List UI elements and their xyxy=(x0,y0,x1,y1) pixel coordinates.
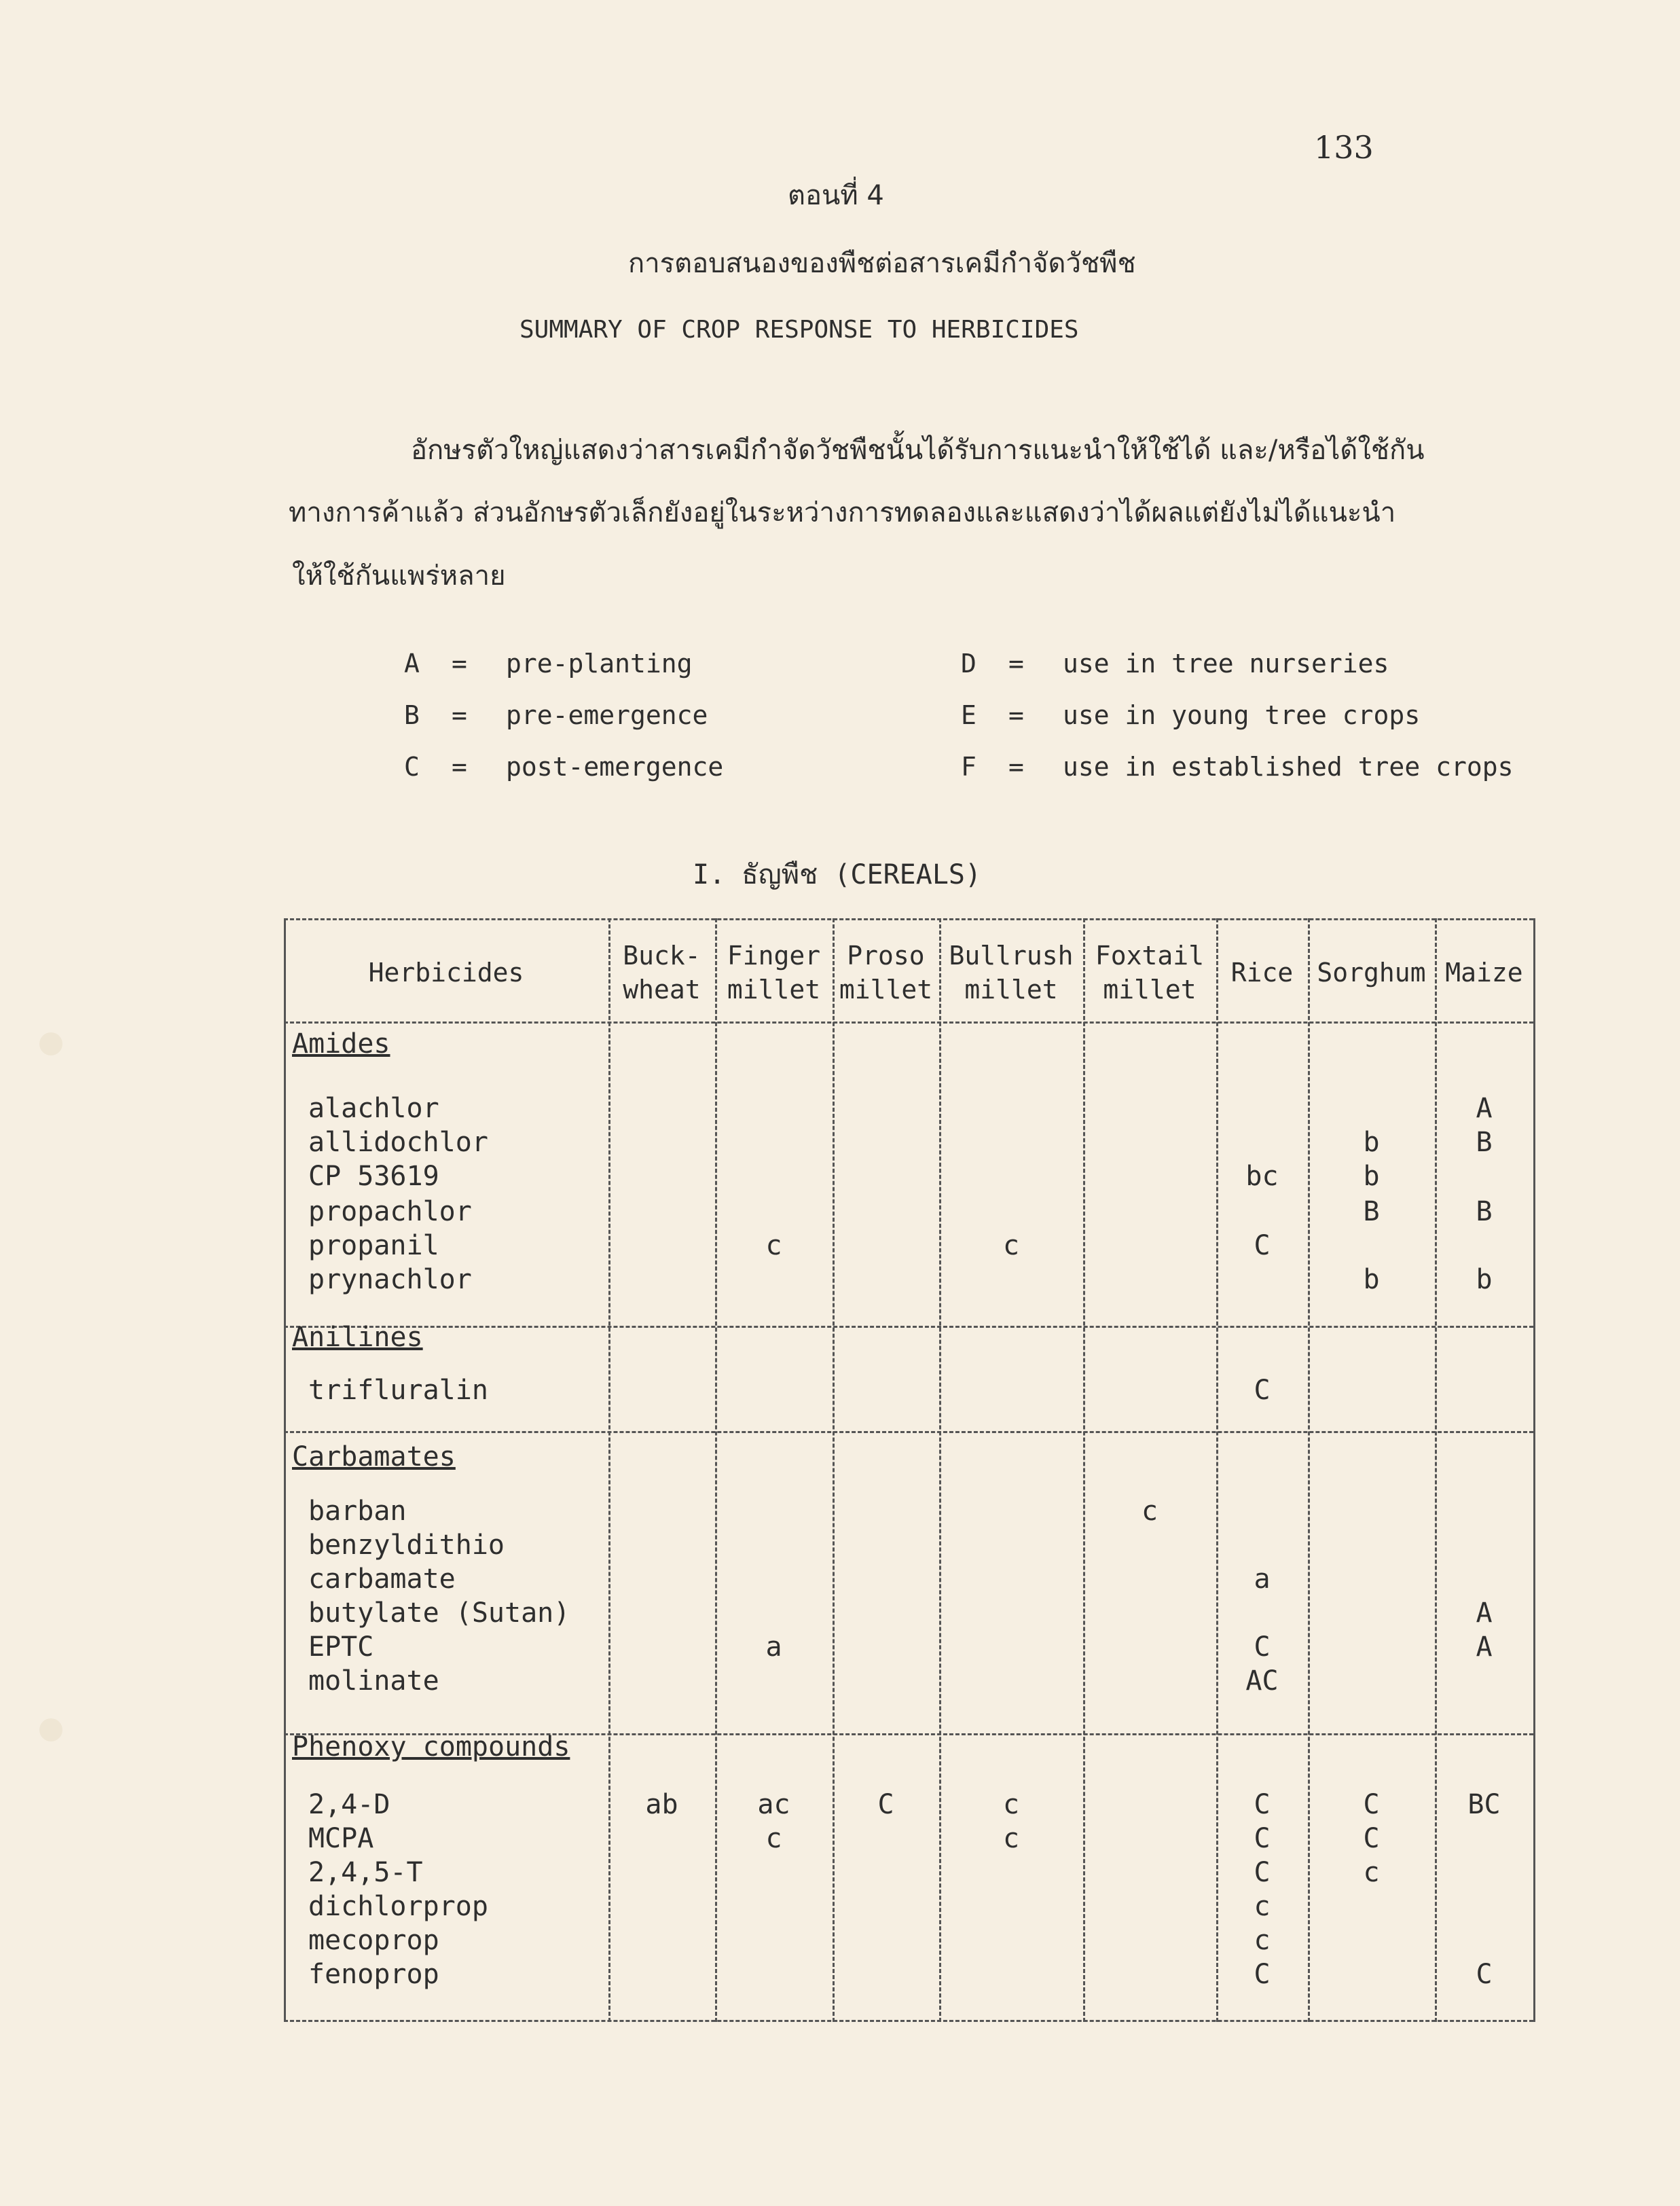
table-cell-value: c xyxy=(1363,1857,1380,1888)
table-vertical-rule xyxy=(1435,918,1437,2022)
legend-eq: = xyxy=(1008,752,1024,782)
page-number: 133 xyxy=(1314,129,1374,166)
herbicide-name: carbamate xyxy=(308,1563,456,1595)
table-horizontal-rule xyxy=(284,2020,1533,2022)
header-line: Sorghum xyxy=(1317,958,1426,988)
table-cell-value: c xyxy=(765,1823,782,1854)
table-cell-value: C xyxy=(1476,1959,1493,1990)
table-header-cell xyxy=(284,956,608,990)
table-header-cell xyxy=(1216,956,1308,990)
table-cell-value: B xyxy=(1363,1196,1380,1227)
legend-eq: = xyxy=(1008,700,1024,730)
table-vertical-rule xyxy=(608,918,610,2022)
legend-desc: use in established tree crops xyxy=(1063,752,1514,782)
thai-paragraph-line: ให้ใช้กันแพร่หลาย xyxy=(292,560,506,592)
table-vertical-rule xyxy=(1083,918,1085,2022)
herbicide-name: barban xyxy=(308,1496,407,1527)
table-cell-value: C xyxy=(1254,1375,1271,1406)
table-cell-value: c xyxy=(1141,1496,1158,1527)
table-cell-value: AC xyxy=(1245,1665,1279,1697)
table-cell-value: c xyxy=(1254,1891,1271,1922)
herbicide-name: molinate xyxy=(308,1665,439,1697)
part-title: ตอนที่ 4 xyxy=(788,180,884,211)
herbicide-name: propanil xyxy=(308,1230,439,1261)
table-cell-value: b xyxy=(1363,1264,1380,1295)
table-header-cell xyxy=(1435,956,1533,990)
table-cell-value: ac xyxy=(757,1789,790,1820)
herbicide-name: CP 53619 xyxy=(308,1161,439,1192)
legend-desc: pre-planting xyxy=(506,649,693,679)
legend-key: F xyxy=(961,752,976,782)
thai-paragraph-line: ทางการค้าแล้ว ส่วนอักษรตัวเล็กยังอยู่ในระหว่างการทดลองและแสดงว่าได้ผลแต่ยังไม่ได้แนะนำ xyxy=(289,497,1396,528)
herbicide-name: trifluralin xyxy=(308,1375,488,1406)
punch-hole-mark xyxy=(39,1718,62,1741)
table-vertical-rule xyxy=(284,918,286,2022)
legend-item xyxy=(404,649,947,700)
legend-key: A xyxy=(404,649,420,679)
table-cell-value: A xyxy=(1476,1631,1493,1663)
table-cell-value: a xyxy=(765,1631,782,1663)
table-cell-value: C xyxy=(1254,1230,1271,1261)
punch-hole-mark xyxy=(39,1032,62,1055)
table-horizontal-rule xyxy=(284,1021,1533,1024)
table-cell-value: C xyxy=(1254,1857,1271,1888)
legend-item xyxy=(404,752,947,803)
legend-key: C xyxy=(404,752,420,782)
table-cell-value: C xyxy=(1363,1789,1380,1820)
herbicide-table xyxy=(284,918,1533,2022)
table-horizontal-rule xyxy=(284,918,1533,920)
table-group-title: Anilines xyxy=(292,1322,423,1353)
header-line: millet xyxy=(964,975,1058,1005)
table-cell-value: ab xyxy=(645,1789,678,1820)
table-vertical-rule xyxy=(1216,918,1218,2022)
legend-eq: = xyxy=(1008,649,1024,679)
table-vertical-rule xyxy=(715,918,717,2022)
table-vertical-rule xyxy=(939,918,941,2022)
thai-title: การตอบสนองของพืชต่อสารเคมีกำจัดวัชพืช xyxy=(628,248,1136,279)
table-header-cell xyxy=(715,939,833,1007)
header-line: Rice xyxy=(1230,958,1294,988)
table-group-title: Carbamates xyxy=(292,1441,456,1472)
legend-desc: use in young tree crops xyxy=(1063,700,1421,730)
table-header-cell xyxy=(1308,956,1435,990)
legend-key: E xyxy=(961,700,976,730)
table-cell-value: C xyxy=(1254,1631,1271,1663)
header-line: Finger xyxy=(727,941,821,971)
herbicide-name: EPTC xyxy=(308,1631,374,1663)
legend-desc: use in tree nurseries xyxy=(1063,649,1389,679)
table-cell-value: B xyxy=(1476,1127,1493,1158)
table-vertical-rule xyxy=(1533,918,1535,2022)
thai-paragraph-line: อักษรตัวใหญ่แสดงว่าสารเคมีกำจัดวัชพืชนั้นได้รับการแนะนำให้ใช้ได้ และ/หรือได้ใช้กัน xyxy=(411,435,1425,466)
header-line: Bullrush xyxy=(949,941,1074,971)
herbicide-name: 2,4-D xyxy=(308,1789,390,1820)
table-cell-value: b xyxy=(1363,1161,1380,1192)
table-vertical-rule xyxy=(833,918,835,2022)
header-line: millet xyxy=(1103,975,1197,1005)
table-header-cell xyxy=(833,939,939,1007)
herbicide-name: benzyldithio xyxy=(308,1530,505,1561)
table-horizontal-rule xyxy=(284,1431,1533,1433)
herbicide-name: alachlor xyxy=(308,1093,439,1124)
herbicide-name: dichlorprop xyxy=(308,1891,488,1922)
legend-item xyxy=(961,649,1504,700)
legend-item xyxy=(404,700,947,752)
header-line: millet xyxy=(727,975,821,1005)
table-cell-value: C xyxy=(1363,1823,1380,1854)
herbicide-name: MCPA xyxy=(308,1823,374,1854)
table-cell-value: B xyxy=(1476,1196,1493,1227)
table-vertical-rule xyxy=(1308,918,1310,2022)
header-line: Buck- xyxy=(623,941,701,971)
legend-item xyxy=(961,700,1504,752)
table-cell-value: c xyxy=(1002,1789,1020,1820)
herbicide-name: allidochlor xyxy=(308,1127,488,1158)
table-cell-value: C xyxy=(1254,1823,1271,1854)
legend-eq: = xyxy=(452,700,467,730)
legend-right xyxy=(961,649,1514,803)
herbicide-name: 2,4,5-T xyxy=(308,1857,423,1888)
table-cell-value: c xyxy=(765,1230,782,1261)
header-line: Herbicides xyxy=(368,958,524,988)
herbicide-name: fenoprop xyxy=(308,1959,439,1990)
table-cell-value: C xyxy=(1254,1789,1271,1820)
table-group-title: Amides xyxy=(292,1028,390,1060)
legend-key: B xyxy=(404,700,420,730)
header-line: Maize xyxy=(1445,958,1523,988)
table-cell-value: b xyxy=(1363,1127,1380,1158)
header-line: wheat xyxy=(623,975,701,1005)
legend-item xyxy=(961,752,1514,803)
table-header-cell xyxy=(608,939,715,1007)
table-cell-value: c xyxy=(1002,1230,1020,1261)
herbicide-name: prynachlor xyxy=(308,1264,472,1295)
section-title: I. ธัญพืช (CEREALS) xyxy=(693,859,982,890)
table-cell-value: a xyxy=(1254,1563,1271,1595)
herbicide-name: mecoprop xyxy=(308,1925,439,1956)
table-cell-value: b xyxy=(1476,1264,1493,1295)
header-line: Foxtail xyxy=(1095,941,1205,971)
table-header-cell xyxy=(939,939,1083,1007)
table-cell-value: bc xyxy=(1245,1161,1279,1192)
legend-left xyxy=(404,649,947,803)
table-cell-value: A xyxy=(1476,1597,1493,1629)
legend-desc: post-emergence xyxy=(506,752,724,782)
header-line: millet xyxy=(839,975,933,1005)
legend-key: D xyxy=(961,649,976,679)
table-cell-value: C xyxy=(877,1789,894,1820)
herbicide-name: butylate (Sutan) xyxy=(308,1597,570,1629)
table-cell-value: BC xyxy=(1467,1789,1501,1820)
herbicide-name: propachlor xyxy=(308,1196,472,1227)
legend-eq: = xyxy=(452,649,467,679)
legend-eq: = xyxy=(452,752,467,782)
legend-desc: pre-emergence xyxy=(506,700,708,730)
table-cell-value: C xyxy=(1254,1959,1271,1990)
table-cell-value: c xyxy=(1002,1823,1020,1854)
table-cell-value: A xyxy=(1476,1093,1493,1124)
table-header-cell xyxy=(1083,939,1216,1007)
table-cell-value: c xyxy=(1254,1925,1271,1956)
table-group-title: Phenoxy compounds xyxy=(292,1731,570,1762)
english-title: SUMMARY OF CROP RESPONSE TO HERBICIDES xyxy=(519,316,1079,344)
table-horizontal-rule xyxy=(284,1326,1533,1328)
header-line: Proso xyxy=(847,941,925,971)
